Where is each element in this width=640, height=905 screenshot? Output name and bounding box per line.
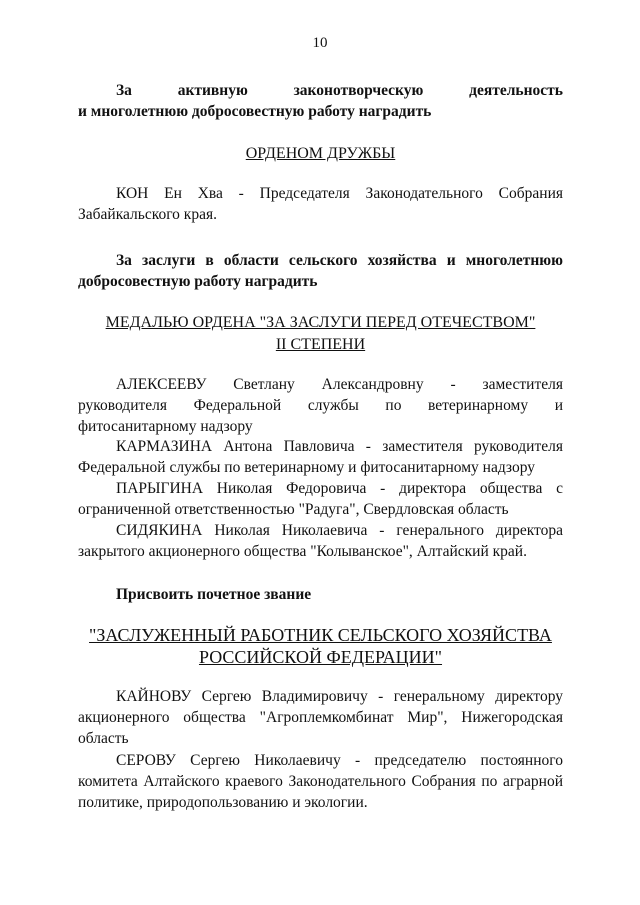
award-title-line2: II СТЕПЕНИ (275, 336, 366, 353)
award-title-medal (78, 312, 563, 356)
award-title-line1: МЕДАЛЬЮ ОРДЕНА "ЗА ЗАСЛУГИ ПЕРЕД ОТЕЧЕСТВОМ" (105, 314, 536, 331)
recipient-paragraph: КАЙНОВУ Сергею Владимировичу - генеральному директору акционерного общества "Агроплемкомбинат Мир", Нижегородская область (78, 688, 563, 747)
recipient-paragraph: СЕРОВУ Сергею Николаевичу - председателю постоянного комитета Алтайского краевого Законодательного Собрания по аграрной политике, природопользованию и экологии. (78, 752, 563, 811)
section1-intro (78, 80, 563, 122)
honorary-title-line2: РОССИЙСКОЙ ФЕДЕРАЦИИ" (198, 647, 443, 667)
recipient-paragraph: СИДЯКИНА Николая Николаевича - генерального директора закрытого акционерного общества "Колыванское", Алтайский край. (78, 522, 563, 560)
recipient-paragraph: КОН Ен Хва - Председателя Законодательного Собрания Забайкальского края. (78, 185, 563, 223)
recipient-paragraph: КАРМАЗИНА Антона Павловича - заместителя руководителя Федеральной службы по ветеринарному и фитосанитарному надзору (78, 438, 563, 476)
recipient-paragraph: ПАРЫГИНА Николая Федоровича - директора общества с ограниченной ответственностью "Радуга", Свердловская область (78, 480, 563, 518)
page-number: 10 (312, 35, 328, 51)
honorary-title (78, 624, 563, 668)
award-title-text: ОРДЕНОМ ДРУЖБЫ (245, 145, 396, 162)
section3-intro: Присвоить почетное звание (116, 586, 312, 603)
section1-intro-line2: и многолетнюю добросовестную работу наградить (78, 103, 432, 120)
section2-intro: За заслуги в области сельского хозяйства и многолетнюю добросовестную работу наградить (78, 252, 563, 290)
section1-intro-line1: За активную законотворческую деятельность (116, 82, 563, 99)
award-title-order-of-friendship (78, 143, 563, 165)
honorary-title-line1: "ЗАСЛУЖЕННЫЙ РАБОТНИК СЕЛЬСКОГО ХОЗЯЙСТВА (89, 625, 552, 645)
recipient-paragraph: АЛЕКСЕЕВУ Светлану Александровну - заместителя руководителя Федеральной службы по ветеринарному и фитосанитарному надзору (78, 376, 563, 435)
